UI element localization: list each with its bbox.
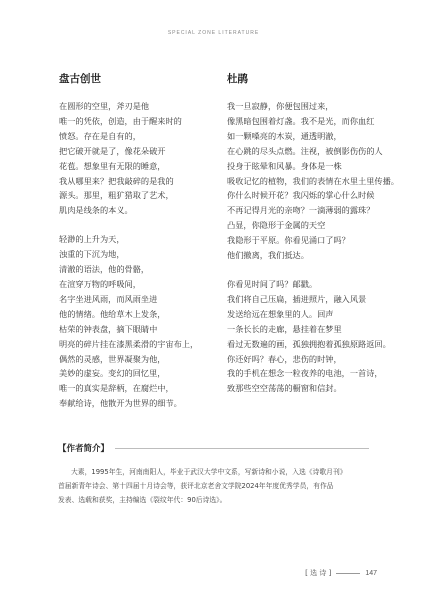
bio-line: 发表、选载和获奖，主持编选《裂纹年代：90后诗选》。 (58, 496, 227, 505)
poem-line: 我一旦寂静，你便包围过来， (227, 101, 334, 111)
poem-line: 你还好吗？春心，悲伤的时钟， (227, 353, 342, 364)
poem-right (227, 72, 399, 410)
poem-line: 愤怒。存在是自有的， (59, 130, 141, 141)
poem-line: 奉献给诗，他散开为世界的细节。 (59, 398, 182, 409)
poem-line: 他的情绪。他给草木上发条， (59, 308, 166, 319)
poem-line: 花苞。想象里有无限的睡意， (59, 160, 166, 171)
poem-line: 你什么时候开花？我闪烁的掌心什么时候 (227, 190, 375, 201)
divider (115, 448, 369, 449)
bio-line: 首届新青年诗会、第十四届十月诗会等，获评北京老舍文学院2024年年度优秀学员，有作品 (58, 482, 334, 491)
author-bio-text (58, 465, 374, 508)
author-bio-heading (58, 441, 369, 455)
poem-line: 像黑暗包围着灯盏。我不是光，而你血红 (227, 115, 375, 126)
poem-line: 名字坐进风雨，而风雨坐进 (59, 293, 158, 304)
poem-line: 轻渺的上升为天， (59, 234, 125, 245)
poem-right-title: 杜鹃 (227, 73, 248, 85)
divider (336, 573, 360, 574)
poem-line: 你看见时间了吗？邮戳。 (227, 278, 318, 289)
poem-line: 一条长长的走廊，悬挂着在梦里 (227, 323, 342, 334)
poem-line: 枯荣的钟表盘，摘下眼睛中 (59, 323, 158, 334)
section-label: [ 选 诗 ] (305, 569, 332, 577)
poem-line: 他们撤离，我们抵达。 (227, 250, 309, 261)
poem-line: 唯一的真实是辞柄，在腐烂中， (59, 383, 174, 394)
poem-left (59, 72, 219, 425)
poem-line: 发送给远在想象里的人。回声 (227, 308, 334, 319)
poem-left-stanza-2 (59, 232, 219, 411)
poem-line: 美妙的虚妄。变幻的回忆里， (59, 368, 166, 379)
poem-right-stanza-2 (227, 277, 391, 396)
poem-line: 我隐形于平原。你看见涌口了吗？ (227, 235, 350, 246)
poem-line: 在心跳的尽头点燃。注视，被倒影伤伤的人 (227, 145, 383, 156)
poem-line: 不再记得月光的亲吻？一滴薄弱的露珠？ (227, 205, 375, 216)
poem-line: 肌肉是线条的本义。 (59, 205, 133, 216)
poem-line: 我们将自己压扁，插进照片，融入风景 (227, 293, 367, 304)
poem-line: 明亮的碎片挂在漆黑柔滑的宇宙布上， (59, 338, 199, 349)
poem-line: 偶然的灵感，世界凝聚为他， (59, 353, 166, 364)
page-footer (305, 567, 377, 579)
poem-left-title: 盘古创世 (59, 73, 101, 85)
poem-line: 投身于眩晕和风暴。身体是一株 (227, 160, 342, 171)
poem-line: 把它破开就是了，像花朵破开 (59, 145, 166, 156)
poem-line: 在圆形的空里，斧刃是他 (59, 101, 150, 111)
poem-line: 源头。那里，粗犷猎取了艺术， (59, 190, 174, 201)
poem-line: 唯一的凭依，创造，由于醒来时的 (59, 115, 182, 126)
poem-right-stanza-1 (227, 99, 399, 263)
author-bio-title: 【作者简介】 (58, 444, 110, 454)
poem-line: 我从哪里来？把我敲碎的是我的 (59, 175, 174, 186)
poem-line: 致那些空空荡荡的橱窗和信封。 (227, 383, 342, 394)
running-header: SPECIAL ZONE LITERATURE (167, 30, 260, 36)
poem-line: 凸显，你隐形于金属的天空 (227, 220, 326, 231)
poem-line: 清澈的语法，他的骨骼， (59, 264, 150, 275)
poem-line: 我的手机在想念一粒夜养的电池，一首诗， (227, 368, 383, 379)
poem-line: 在渲穿万物的呼吸间， (59, 278, 141, 289)
poem-line: 如一颗嗓亮的木炭，通透明澈， (227, 130, 342, 141)
poem-left-stanza-1 (59, 99, 219, 218)
page-number: 147 (365, 569, 377, 577)
bio-line: 大素，1995年生，河南南阳人，毕业于武汉大学中文系，写新诗和小说，入选《诗歌月刊》 (71, 468, 347, 476)
poem-line: 看过无数遍的画，孤独拥抱着孤独原路返回。 (227, 338, 391, 349)
poem-line: 浊重的下沉为地， (59, 249, 125, 260)
poem-line: 吸收记忆的植物，我们的表情在水里土里传播。 (227, 175, 399, 186)
